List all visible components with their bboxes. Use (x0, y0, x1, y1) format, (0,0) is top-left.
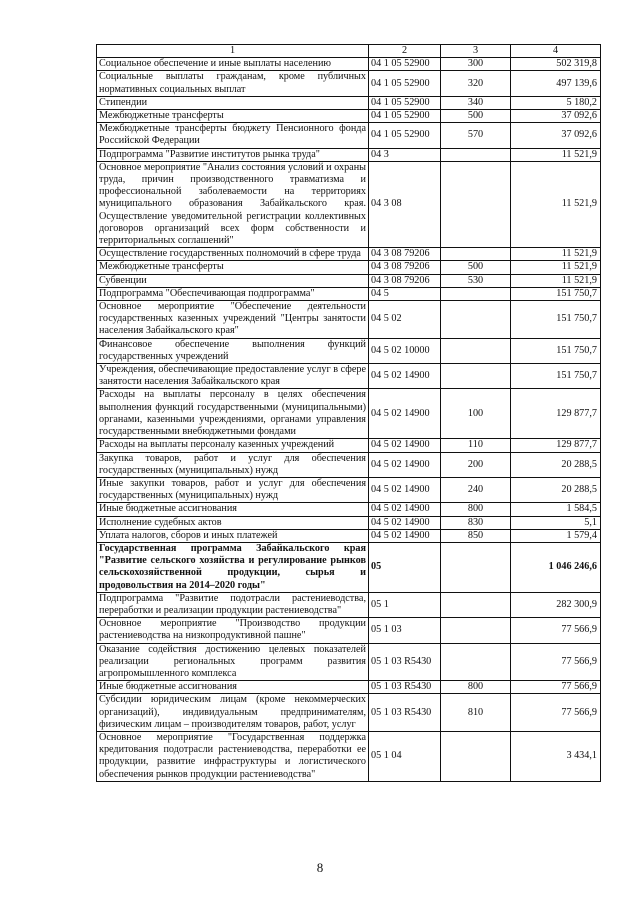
row-name: Межбюджетные трансферты (97, 110, 369, 123)
row-amount: 129 877,7 (511, 389, 601, 439)
row-amount: 5,1 (511, 516, 601, 529)
row-code: 05 1 (369, 592, 441, 617)
row-code: 04 5 02 14900 (369, 529, 441, 542)
header-col-2: 2 (369, 45, 441, 58)
row-expense-type (441, 148, 511, 161)
row-name: Субсидии юридическим лицам (кроме некоммерческих организаций), индивидуальным предпринимателям, физическим лицам – производителям товаров, работ, услуг (97, 694, 369, 732)
row-expense-type: 800 (441, 503, 511, 516)
table-row (97, 71, 601, 96)
table-row (97, 452, 601, 477)
row-name: Государственная программа Забайкальского края "Развитие сельского хозяйства и регулирование рынков сельскохозяйственной продукции, сырья и продовольствия на 2014–2020 годы" (97, 542, 369, 592)
row-amount: 1 584,5 (511, 503, 601, 516)
row-amount: 5 180,2 (511, 96, 601, 109)
table-row (97, 618, 601, 643)
row-amount: 77 566,9 (511, 681, 601, 694)
row-code: 04 1 05 52900 (369, 71, 441, 96)
row-name: Уплата налогов, сборов и иных платежей (97, 529, 369, 542)
row-name: Стипендии (97, 96, 369, 109)
row-expense-type: 530 (441, 274, 511, 287)
table-row (97, 161, 601, 247)
row-code: 04 5 02 (369, 301, 441, 339)
row-amount: 20 288,5 (511, 477, 601, 502)
row-amount: 151 750,7 (511, 364, 601, 389)
row-code: 05 1 03 (369, 618, 441, 643)
row-amount: 77 566,9 (511, 618, 601, 643)
row-amount: 11 521,9 (511, 261, 601, 274)
row-amount: 151 750,7 (511, 301, 601, 339)
row-code: 04 3 08 79206 (369, 248, 441, 261)
row-expense-type (441, 731, 511, 781)
row-amount: 3 434,1 (511, 731, 601, 781)
row-amount: 20 288,5 (511, 452, 601, 477)
row-code: 04 5 02 14900 (369, 477, 441, 502)
row-code: 04 1 05 52900 (369, 96, 441, 109)
row-code: 04 1 05 52900 (369, 58, 441, 71)
row-name: Основное мероприятие "Обеспечение деятельности государственных казенных учреждений "Центры занятости населения Забайкальского края" (97, 301, 369, 339)
row-amount: 11 521,9 (511, 274, 601, 287)
row-name: Финансовое обеспечение выполнения функций государственных учреждений (97, 338, 369, 363)
row-name: Межбюджетные трансферты (97, 261, 369, 274)
row-code: 04 3 08 (369, 161, 441, 247)
row-amount: 497 139,6 (511, 71, 601, 96)
table-row (97, 123, 601, 148)
row-code: 05 1 03 R5430 (369, 694, 441, 732)
row-expense-type: 300 (441, 58, 511, 71)
table-row (97, 364, 601, 389)
row-code: 04 3 08 79206 (369, 261, 441, 274)
row-expense-type: 100 (441, 389, 511, 439)
header-col-3: 3 (441, 45, 511, 58)
row-amount: 151 750,7 (511, 338, 601, 363)
row-expense-type: 200 (441, 452, 511, 477)
row-expense-type: 800 (441, 681, 511, 694)
row-expense-type: 850 (441, 529, 511, 542)
row-expense-type: 500 (441, 261, 511, 274)
row-expense-type (441, 301, 511, 339)
row-expense-type (441, 161, 511, 247)
row-code: 05 1 03 R5430 (369, 681, 441, 694)
row-amount: 37 092,6 (511, 123, 601, 148)
row-code: 04 5 02 14900 (369, 439, 441, 452)
row-name: Межбюджетные трансферты бюджету Пенсионного фонда Российской Федерации (97, 123, 369, 148)
page-number: 8 (316, 860, 324, 875)
row-expense-type: 500 (441, 110, 511, 123)
row-name: Осуществление государственных полномочий в сфере труда (97, 248, 369, 261)
row-name: Иные бюджетные ассигнования (97, 503, 369, 516)
row-name: Основное мероприятие "Анализ состояния условий и охраны труда, причин производственного травматизма и профессиональной заболеваемости на территориях муниципального образования Забайкальского края. Осуществление уведомительной регистрации коллективных договоров организаций всех форм собственности и территориальных соглашений" (97, 161, 369, 247)
table-row (97, 503, 601, 516)
row-amount: 11 521,9 (511, 148, 601, 161)
row-expense-type (441, 592, 511, 617)
table-row (97, 529, 601, 542)
table-row (97, 694, 601, 732)
row-amount: 1 579,4 (511, 529, 601, 542)
row-code: 04 1 05 52900 (369, 110, 441, 123)
row-name: Расходы на выплаты персоналу казенных учреждений (97, 439, 369, 452)
table-row (97, 301, 601, 339)
row-amount: 502 319,8 (511, 58, 601, 71)
row-code: 04 3 08 79206 (369, 274, 441, 287)
row-expense-type: 570 (441, 123, 511, 148)
row-code: 05 (369, 542, 441, 592)
row-code: 05 1 04 (369, 731, 441, 781)
table-row (97, 248, 601, 261)
table-row (97, 261, 601, 274)
header-row (97, 45, 601, 58)
row-expense-type (441, 643, 511, 681)
row-code: 04 1 05 52900 (369, 123, 441, 148)
table-row (97, 643, 601, 681)
row-name: Социальное обеспечение и иные выплаты населению (97, 58, 369, 71)
row-name: Расходы на выплаты персоналу в целях обеспечения выполнения функций государственными (муниципальными) органами, казенными учреждениями, органами управления государственными внебюджетными фондами (97, 389, 369, 439)
row-name: Подпрограмма "Обеспечивающая подпрограмма" (97, 287, 369, 300)
row-amount: 77 566,9 (511, 643, 601, 681)
table-row (97, 274, 601, 287)
row-expense-type (441, 364, 511, 389)
row-code: 05 1 03 R5430 (369, 643, 441, 681)
table-row (97, 439, 601, 452)
table-row (97, 96, 601, 109)
row-code: 04 5 (369, 287, 441, 300)
row-amount: 77 566,9 (511, 694, 601, 732)
row-name: Основное мероприятие "Производство продукции растениеводства на низкопродуктивной пашне" (97, 618, 369, 643)
row-expense-type (441, 542, 511, 592)
row-amount: 282 300,9 (511, 592, 601, 617)
row-amount: 11 521,9 (511, 161, 601, 247)
table-row (97, 389, 601, 439)
row-name: Основное мероприятие "Государственная поддержка кредитования подотрасли растениеводства, переработки ее продукции, развитие инфраструктуры и логистического обеспечения рынков продукции растениеводства" (97, 731, 369, 781)
row-name: Подпрограмма "Развитие подотрасли растениеводства, переработки и реализации продукции растениеводства" (97, 592, 369, 617)
row-amount: 151 750,7 (511, 287, 601, 300)
row-name: Подпрограмма "Развитие институтов рынка труда" (97, 148, 369, 161)
table-row (97, 477, 601, 502)
row-code: 04 5 02 14900 (369, 452, 441, 477)
row-amount: 1 046 246,6 (511, 542, 601, 592)
row-amount: 11 521,9 (511, 248, 601, 261)
row-expense-type (441, 248, 511, 261)
row-name: Субвенции (97, 274, 369, 287)
table-row (97, 110, 601, 123)
row-amount: 37 092,6 (511, 110, 601, 123)
row-expense-type: 110 (441, 439, 511, 452)
row-code: 04 5 02 14900 (369, 516, 441, 529)
row-name: Иные бюджетные ассигнования (97, 681, 369, 694)
row-expense-type: 240 (441, 477, 511, 502)
table-row (97, 542, 601, 592)
row-expense-type (441, 338, 511, 363)
table-row (97, 681, 601, 694)
row-name: Закупка товаров, работ и услуг для обеспечения государственных (муниципальных) нужд (97, 452, 369, 477)
row-code: 04 5 02 14900 (369, 364, 441, 389)
row-code: 04 3 (369, 148, 441, 161)
budget-table (96, 44, 601, 782)
table-row (97, 516, 601, 529)
table-row (97, 287, 601, 300)
header-col-4: 4 (511, 45, 601, 58)
row-expense-type: 830 (441, 516, 511, 529)
row-name: Учреждения, обеспечивающие предоставление услуг в сфере занятости населения Забайкальского края (97, 364, 369, 389)
table-row (97, 338, 601, 363)
row-name: Иные закупки товаров, работ и услуг для обеспечения государственных (муниципальных) нужд (97, 477, 369, 502)
table-row (97, 58, 601, 71)
table-row (97, 731, 601, 781)
row-expense-type (441, 287, 511, 300)
row-amount: 129 877,7 (511, 439, 601, 452)
row-expense-type: 320 (441, 71, 511, 96)
table-row (97, 592, 601, 617)
header-col-1: 1 (97, 45, 369, 58)
row-name: Оказание содействия достижению целевых показателей реализации региональных программ развития агропромышленного комплекса (97, 643, 369, 681)
row-code: 04 5 02 14900 (369, 389, 441, 439)
row-name: Исполнение судебных актов (97, 516, 369, 529)
row-expense-type (441, 618, 511, 643)
row-expense-type: 810 (441, 694, 511, 732)
row-code: 04 5 02 14900 (369, 503, 441, 516)
row-code: 04 5 02 10000 (369, 338, 441, 363)
row-expense-type: 340 (441, 96, 511, 109)
table-row (97, 148, 601, 161)
row-name: Социальные выплаты гражданам, кроме публичных нормативных социальных выплат (97, 71, 369, 96)
